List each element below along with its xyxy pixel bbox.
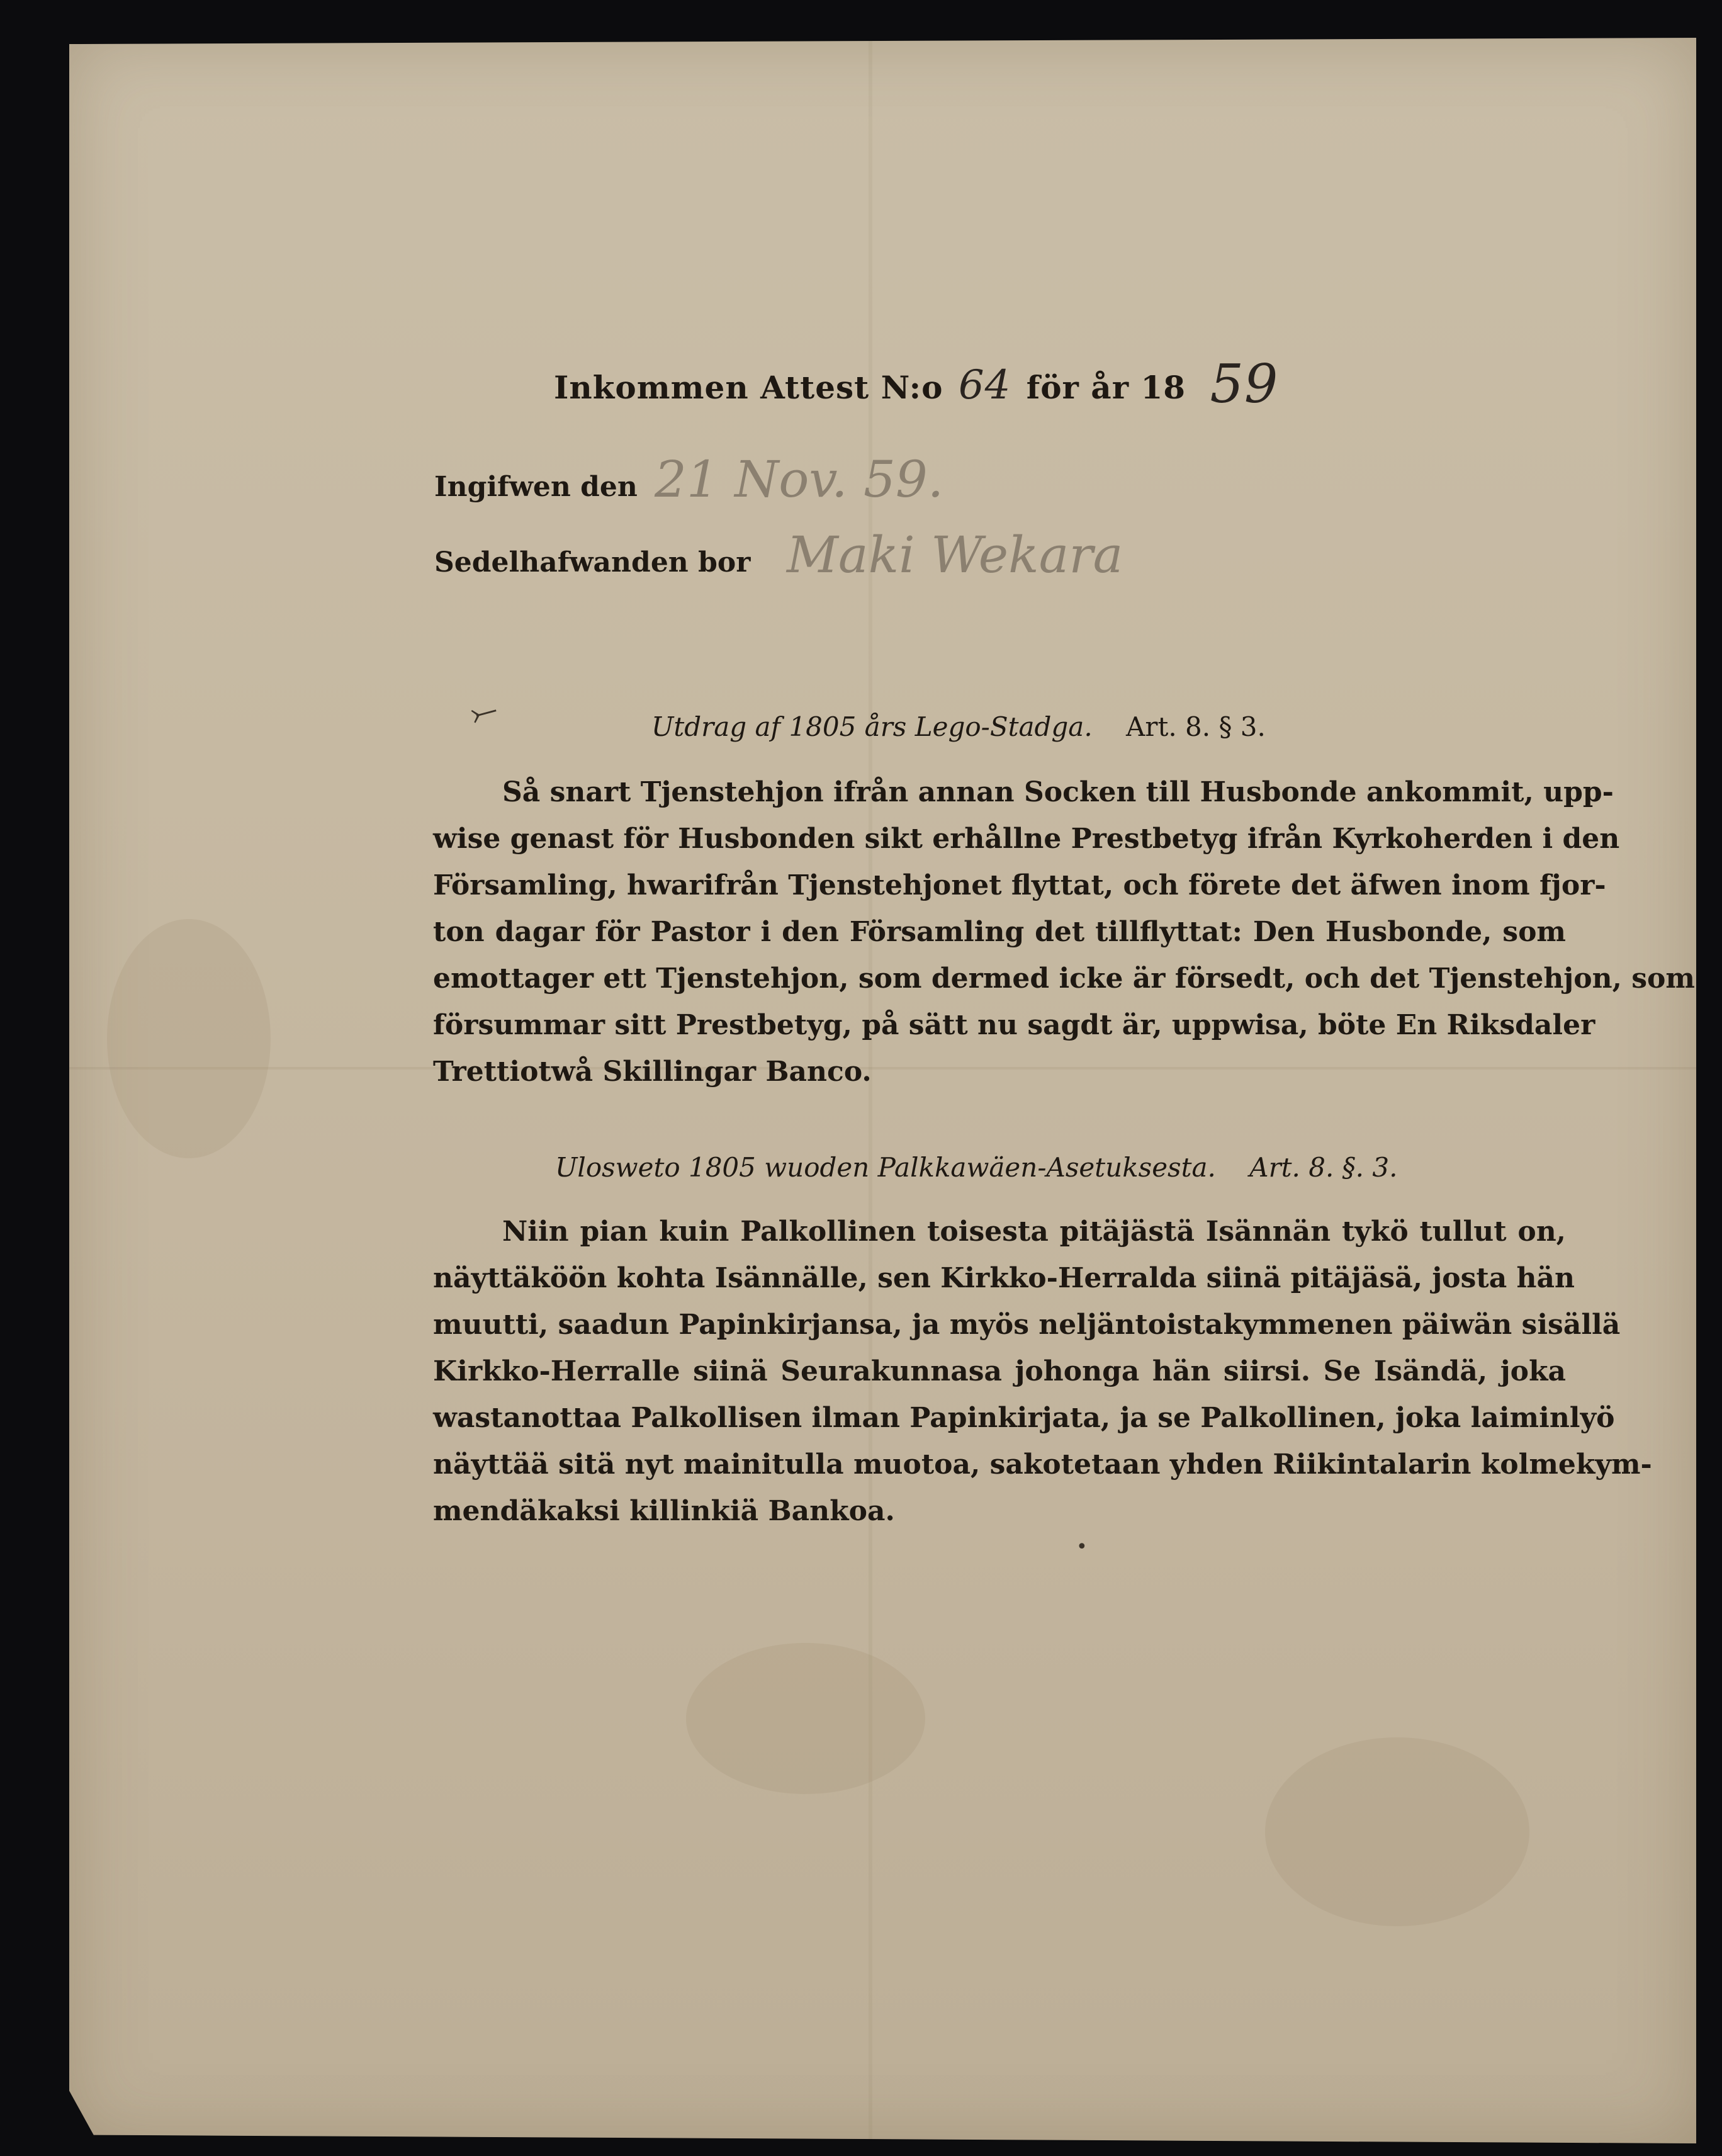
swedish-title-reference: Art. 8. § 3. (1126, 711, 1266, 742)
paragraph-line: wise genast för Husbonden sikt erhållne Prestbetyg ifrån Kyrkoherden i den (433, 823, 1620, 855)
finnish-title-reference: Art. 8. §. 3. (1249, 1152, 1398, 1183)
paragraph-line: Niin pian kuin Palkollinen toisesta pitäjästä Isännän tykö tullut on, (502, 1216, 1566, 1248)
paragraph-line: emottager ett Tjenstehjon, som dermed icke är försedt, och det Tjenstehjon, som (433, 962, 1695, 995)
document-heading (554, 349, 1279, 415)
heading-prefix: Inkommen Attest N:o (554, 369, 943, 406)
residence-label: Sedelhafwanden bor (434, 546, 751, 579)
pencil-arrow-mark: ⤚ (466, 689, 502, 733)
finnish-title-text: Ulosweto 1805 wuoden Palkkawäen-Asetuksesta. (555, 1152, 1216, 1183)
paragraph-line: Trettiotwå Skillingar Banco. (433, 1056, 872, 1088)
attest-number-handwritten: 64 (958, 362, 1011, 409)
paragraph-line: wastanottaa Palkollisen ilman Papinkirjata, ja se Palkollinen, joka laiminlyö (433, 1402, 1615, 1434)
submitted-date-handwritten: 21 Nov. 59. (655, 450, 944, 509)
paragraph-line: näyttäköön kohta Isännälle, sen Kirkko-Herralda siinä pitäjäsä, josta hän (433, 1262, 1575, 1294)
paragraph-line: Så snart Tjenstehjon ifrån annan Socken till Husbonde ankommit, upp- (502, 776, 1614, 808)
paragraph-line: Församling, hwarifrån Tjenstehjonet flyttat, och förete det äfwen inom fjor- (433, 869, 1606, 901)
finnish-paragraph (433, 1209, 1652, 1535)
paragraph-line: försummar sitt Prestbetyg, på sätt nu sagdt är, uppwisa, böte En Riksdaler (433, 1009, 1595, 1041)
paragraph-line: Kirkko-Herralle siinä Seurakunnasa johonga hän siirsi. Se Isändä, joka (433, 1355, 1566, 1387)
heading-middle: för år 18 (1026, 369, 1186, 406)
paragraph-line: näyttää sitä nyt mainitulla muotoa, sakotetaan yhden Riikintalarin kolmekym- (433, 1448, 1652, 1481)
paragraph-line: mendäkaksi killinkiä Bankoa. (433, 1495, 895, 1527)
paper-stain (107, 919, 271, 1158)
paragraph-line: muutti, saadun Papinkirjansa, ja myös neljäntoistakymmenen päiwän sisällä (433, 1309, 1621, 1341)
paper-stain (686, 1643, 925, 1794)
swedish-title-text: Utdrag af 1805 års Lego-Stadga. (651, 711, 1093, 742)
swedish-paragraph (433, 769, 1695, 1095)
residence-value-handwritten: Maki Wekara (787, 526, 1123, 584)
swedish-section-title (651, 711, 1266, 742)
ink-dot-mark: • (1076, 1536, 1088, 1558)
paragraph-line: ton dagar för Pastor i den Församling det tillflyttat: Den Husbonde, som (433, 916, 1566, 948)
year-suffix-handwritten: 59 (1210, 353, 1279, 415)
finnish-section-title (555, 1152, 1397, 1183)
submitted-label: Ingifwen den (434, 471, 638, 503)
paper-stain (1265, 1737, 1529, 1926)
